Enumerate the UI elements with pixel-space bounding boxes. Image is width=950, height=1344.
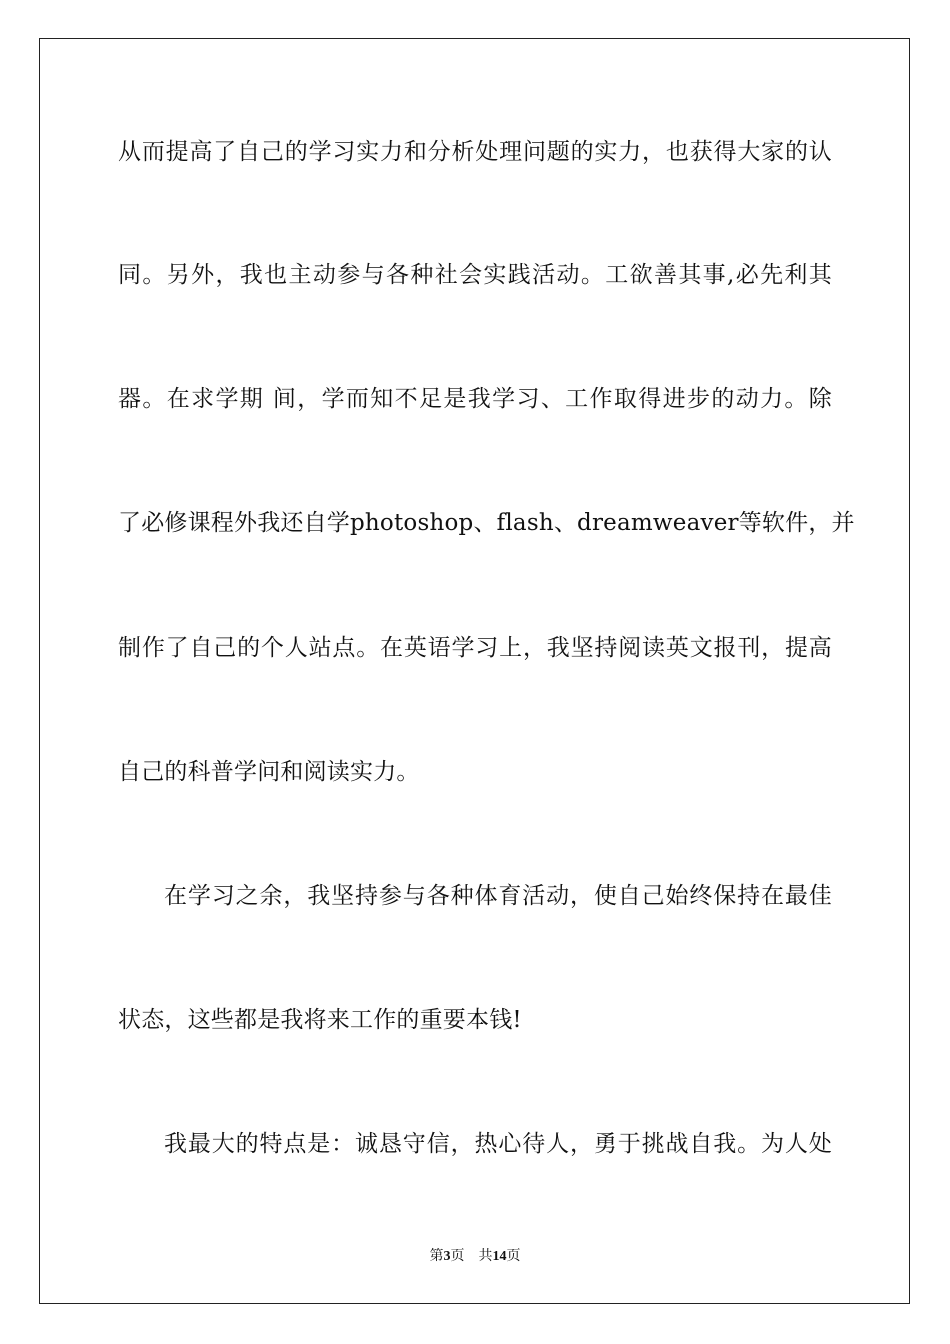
total-pages-suffix: 页 xyxy=(506,1249,521,1264)
text-line: 制作了自己的个人站点。在英语学习上，我坚持阅读英文报刊，提高 xyxy=(118,635,832,661)
total-pages-prefix: 共 xyxy=(478,1249,493,1264)
page-number-prefix: 第 xyxy=(429,1249,444,1264)
text-line: 从而提高了自己的学习实力和分析处理问题的实力，也获得大家的认 xyxy=(118,139,832,165)
text-line: 状态，这些都是我将来工作的重要本钱! xyxy=(118,1007,522,1033)
page-footer xyxy=(0,1248,950,1266)
text-line: 了必修课程外我还自学photoshop、flash、dreamweaver等软件，并 xyxy=(118,510,855,536)
page-number: 3 xyxy=(443,1249,451,1264)
text-line: 器。在求学期 间，学而知不足是我学习、工作取得进步的动力。除 xyxy=(118,386,832,412)
text-line: 自己的科普学问和阅读实力。 xyxy=(118,759,420,785)
page-border xyxy=(39,38,910,1304)
page-number-suffix: 页 xyxy=(450,1249,465,1264)
total-pages: 14 xyxy=(492,1249,507,1264)
text-line: 同。另外，我也主动参与各种社会实践活动。工欲善其事,必先利其 xyxy=(118,262,832,288)
paragraph-first-line: 在学习之余，我坚持参与各种体育活动，使自己始终保持在最佳 xyxy=(164,883,832,909)
paragraph-first-line: 我最大的特点是：诚恳守信，热心待人，勇于挑战自我。为人处 xyxy=(164,1131,832,1157)
